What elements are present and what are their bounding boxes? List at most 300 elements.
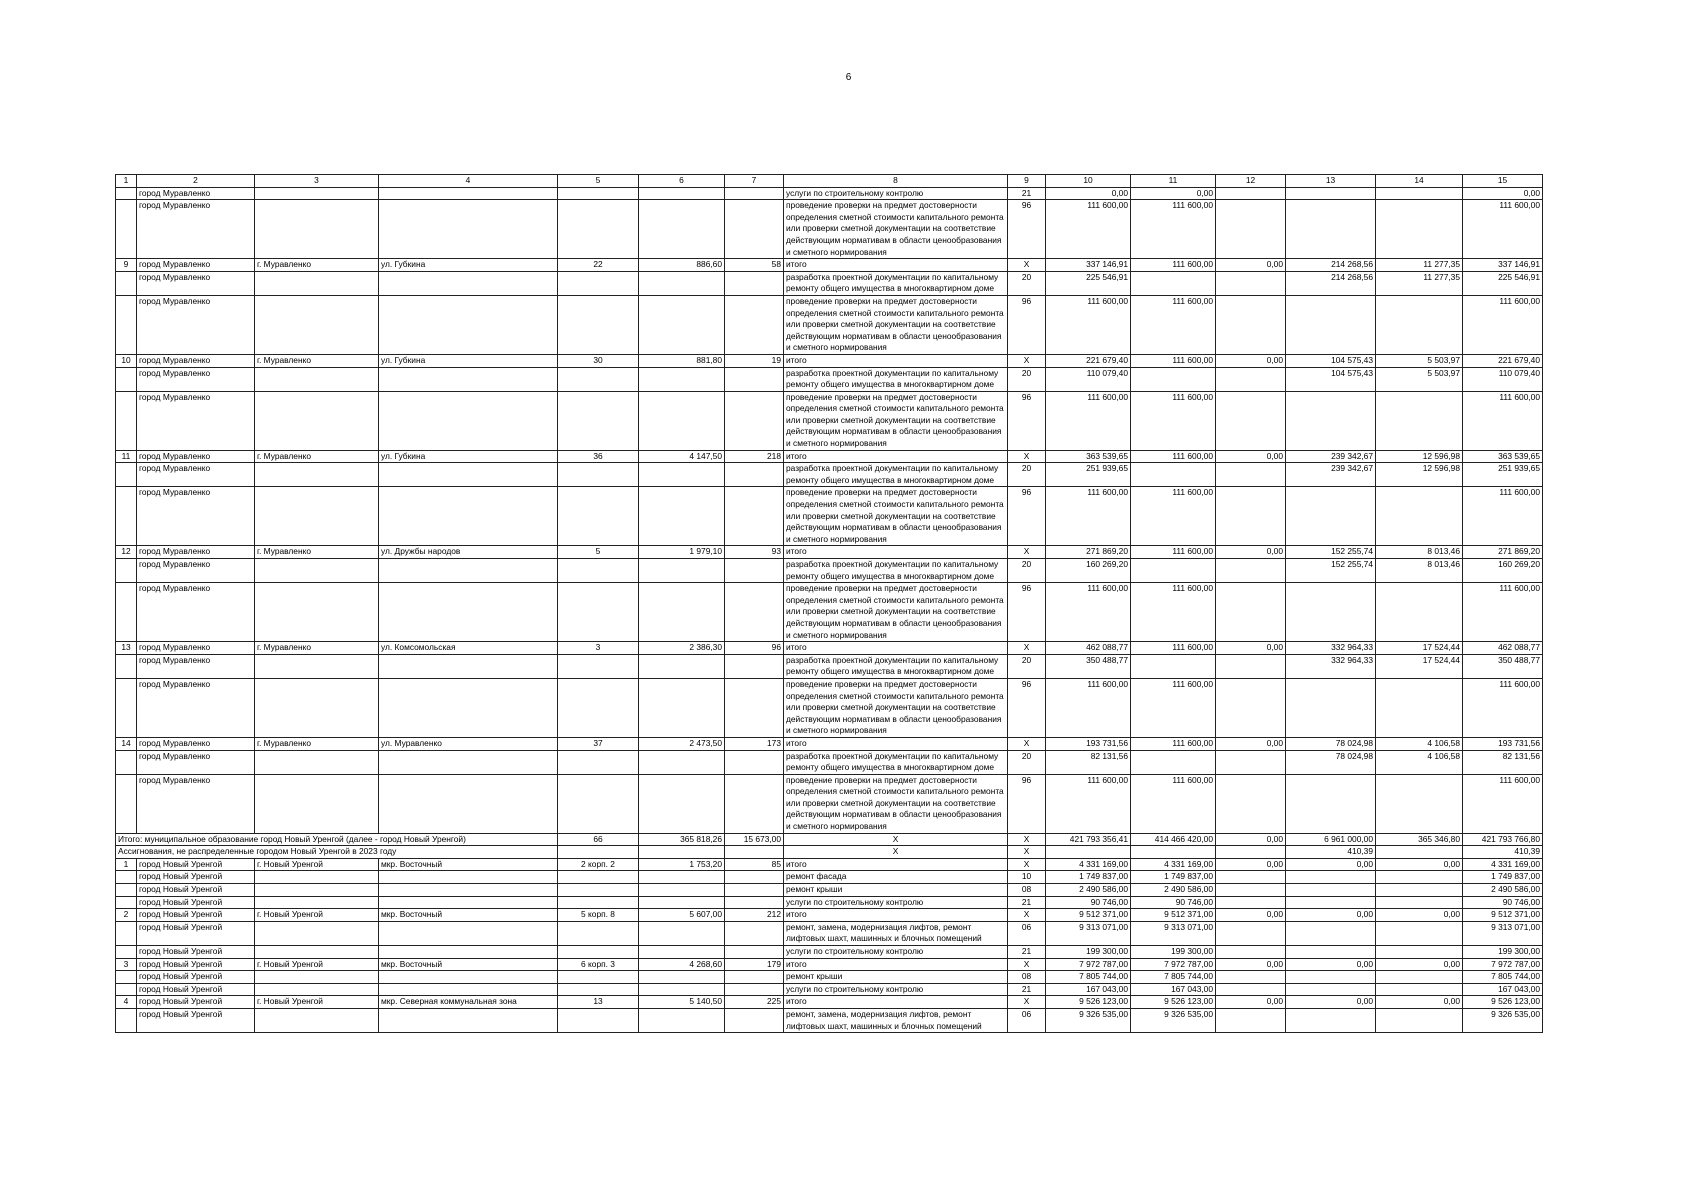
row-number-cell	[116, 871, 137, 884]
local-budget-cell	[1286, 971, 1376, 984]
residents-cell	[725, 774, 784, 833]
capital-repair-table	[115, 174, 1543, 1033]
regional-budget-cell: 0,00	[1216, 858, 1286, 871]
table-row	[116, 958, 1543, 971]
total-amount-cell: 0,00	[1463, 187, 1543, 200]
fund-amount-cell	[1131, 750, 1216, 774]
total-cost-cell: 337 146,91	[1046, 259, 1131, 272]
residents-cell	[725, 871, 784, 884]
owner-funds-cell: 8 013,46	[1376, 546, 1463, 559]
fund-amount-cell: 199 300,00	[1131, 946, 1216, 959]
municipality-cell: город Новый Уренгой	[137, 971, 255, 984]
settlement-cell	[255, 971, 379, 984]
row-number-cell: 11	[116, 450, 137, 463]
total-amount-cell: 350 488,77	[1463, 654, 1543, 678]
settlement-cell	[255, 871, 379, 884]
row-number-cell	[116, 200, 137, 259]
summary-label: Итого: муниципальное образование город Новый Уренгой (далее - город Новый Уренгой)	[116, 833, 558, 846]
work-code-cell: Х	[1008, 354, 1046, 367]
table-row	[116, 463, 1543, 487]
regional-budget-cell	[1216, 774, 1286, 833]
municipality-cell: город Муравленко	[137, 200, 255, 259]
header-cell: 6	[639, 175, 725, 188]
owner-funds-cell: 17 524,44	[1376, 642, 1463, 655]
fund-amount-cell	[1131, 463, 1216, 487]
residents-cell	[725, 187, 784, 200]
work-code-cell: 21	[1008, 946, 1046, 959]
row-number-cell: 13	[116, 642, 137, 655]
total-cost-cell: 111 600,00	[1046, 774, 1131, 833]
summary-row	[116, 833, 1543, 846]
work-code-cell: Х	[1008, 858, 1046, 871]
regional-budget-cell: 0,00	[1216, 546, 1286, 559]
municipality-cell: город Муравленко	[137, 774, 255, 833]
municipality-cell: город Новый Уренгой	[137, 996, 255, 1009]
header-cell: 14	[1376, 175, 1463, 188]
total-amount-cell: 193 731,56	[1463, 737, 1543, 750]
regional-budget-cell	[1216, 971, 1286, 984]
municipality-cell: город Новый Уренгой	[137, 958, 255, 971]
municipality-cell: город Муравленко	[137, 295, 255, 354]
row-number-cell	[116, 391, 137, 450]
row-number-cell	[116, 1008, 137, 1032]
work-code-cell: 20	[1008, 463, 1046, 487]
regional-budget-cell	[1216, 559, 1286, 583]
total-amount-cell: 7 805 744,00	[1463, 971, 1543, 984]
house-number-cell	[558, 271, 639, 295]
local-budget-cell: 239 342,67	[1286, 450, 1376, 463]
municipality-cell: город Муравленко	[137, 259, 255, 272]
work-code-cell: 96	[1008, 678, 1046, 737]
local-budget-cell	[1286, 921, 1376, 945]
work-code-cell: 96	[1008, 487, 1046, 546]
total-cost-cell: 462 088,77	[1046, 642, 1131, 655]
municipality-cell: город Новый Уренгой	[137, 871, 255, 884]
area-cell	[639, 487, 725, 546]
settlement-cell	[255, 921, 379, 945]
fund-amount-cell: 9 313 071,00	[1131, 921, 1216, 945]
owner-funds-cell	[1376, 200, 1463, 259]
residents-cell	[725, 367, 784, 391]
work-code-cell: 08	[1008, 971, 1046, 984]
municipality-cell: город Новый Уренгой	[137, 946, 255, 959]
regional-budget-cell	[1216, 946, 1286, 959]
street-cell	[379, 463, 558, 487]
owner-funds-cell: 4 106,58	[1376, 750, 1463, 774]
local-budget-cell: 214 268,56	[1286, 271, 1376, 295]
area-cell	[639, 271, 725, 295]
row-number-cell	[116, 946, 137, 959]
house-number-cell	[558, 921, 639, 945]
row-number-cell	[116, 654, 137, 678]
area-cell: 881,80	[639, 354, 725, 367]
row-number-cell: 9	[116, 259, 137, 272]
house-number-cell	[558, 946, 639, 959]
total-cost-cell: 7 972 787,00	[1046, 958, 1131, 971]
total-amount-cell: 251 939,65	[1463, 463, 1543, 487]
municipality-cell: город Муравленко	[137, 737, 255, 750]
municipality-cell: город Муравленко	[137, 559, 255, 583]
work-code-cell: Х	[1008, 909, 1046, 922]
municipality-cell: город Муравленко	[137, 750, 255, 774]
municipality-cell: город Новый Уренгой	[137, 896, 255, 909]
fund-amount-cell: 111 600,00	[1131, 354, 1216, 367]
work-type-cell: услуги по строительному контролю	[784, 896, 1008, 909]
total-amount-cell: 9 526 123,00	[1463, 996, 1543, 1009]
owner-funds-cell: 0,00	[1376, 909, 1463, 922]
local-budget-cell	[1286, 187, 1376, 200]
local-budget-cell	[1286, 871, 1376, 884]
house-number-cell	[558, 871, 639, 884]
header-cell: 9	[1008, 175, 1046, 188]
local-budget-cell: 214 268,56	[1286, 259, 1376, 272]
table-body	[116, 175, 1543, 1033]
fund-amount-cell: 4 331 169,00	[1131, 858, 1216, 871]
row-number-cell	[116, 463, 137, 487]
header-cell: 2	[137, 175, 255, 188]
work-type-cell: ремонт, замена, модернизация лифтов, ремонт лифтовых шахт, машинных и блочных помещений	[784, 921, 1008, 945]
owner-funds-cell	[1376, 391, 1463, 450]
total-cost-cell: 9 526 123,00	[1046, 996, 1131, 1009]
settlement-cell	[255, 678, 379, 737]
total-cost-cell: 221 679,40	[1046, 354, 1131, 367]
work-code-cell: Х	[1008, 450, 1046, 463]
total-amount-cell: 111 600,00	[1463, 487, 1543, 546]
work-code-cell: Х	[1008, 833, 1046, 846]
work-code-cell: 96	[1008, 583, 1046, 642]
municipality-cell: город Новый Уренгой	[137, 983, 255, 996]
area-cell	[639, 654, 725, 678]
regional-budget-cell: 0,00	[1216, 642, 1286, 655]
row-number-cell	[116, 750, 137, 774]
residents-cell	[725, 200, 784, 259]
total-cost-cell: 111 600,00	[1046, 487, 1131, 546]
work-type-cell: проведение проверки на предмет достоверности определения сметной стоимости капитального ремонта или проверки сметной документации на соответствие действующим нормативам в области ценообразования и сметного нормирования	[784, 678, 1008, 737]
work-type-cell: ремонт, замена, модернизация лифтов, ремонт лифтовых шахт, машинных и блочных помещений	[784, 1008, 1008, 1032]
header-cell: 3	[255, 175, 379, 188]
area-cell	[639, 295, 725, 354]
row-number-cell	[116, 295, 137, 354]
municipality-cell: город Новый Уренгой	[137, 909, 255, 922]
residents-cell	[725, 583, 784, 642]
total-cost-cell: 251 939,65	[1046, 463, 1131, 487]
row-number-cell	[116, 367, 137, 391]
house-number-cell	[558, 295, 639, 354]
residents-cell	[725, 295, 784, 354]
local-budget-cell: 78 024,98	[1286, 737, 1376, 750]
table-row	[116, 391, 1543, 450]
regional-budget-cell: 0,00	[1216, 909, 1286, 922]
fund-amount-cell: 9 526 123,00	[1131, 996, 1216, 1009]
fund-amount-cell: 111 600,00	[1131, 295, 1216, 354]
municipality-cell: город Муравленко	[137, 450, 255, 463]
area-cell: 365 818,26	[639, 833, 725, 846]
local-budget-cell: 332 964,33	[1286, 654, 1376, 678]
row-number-cell: 2	[116, 909, 137, 922]
regional-budget-cell	[1216, 487, 1286, 546]
fund-amount-cell: 111 600,00	[1131, 546, 1216, 559]
work-type-cell: проведение проверки на предмет достоверности определения сметной стоимости капитального ремонта или проверки сметной документации на соответствие действующим нормативам в области ценообразования и сметного нормирования	[784, 200, 1008, 259]
house-number-cell	[558, 1008, 639, 1032]
owner-funds-cell: 365 346,80	[1376, 833, 1463, 846]
fund-amount-cell: 111 600,00	[1131, 678, 1216, 737]
municipality-cell: город Муравленко	[137, 354, 255, 367]
row-number-cell: 3	[116, 958, 137, 971]
regional-budget-cell: 0,00	[1216, 958, 1286, 971]
residents-cell	[725, 391, 784, 450]
settlement-cell: г. Муравленко	[255, 642, 379, 655]
local-budget-cell	[1286, 583, 1376, 642]
table-row	[116, 983, 1543, 996]
residents-cell: 225	[725, 996, 784, 1009]
area-cell	[639, 846, 725, 859]
area-cell	[639, 583, 725, 642]
street-cell	[379, 559, 558, 583]
settlement-cell: г. Муравленко	[255, 450, 379, 463]
local-budget-cell	[1286, 1008, 1376, 1032]
area-cell: 4 268,60	[639, 958, 725, 971]
owner-funds-cell	[1376, 884, 1463, 897]
work-code-cell: 10	[1008, 871, 1046, 884]
local-budget-cell: 0,00	[1286, 909, 1376, 922]
work-type-cell: услуги по строительному контролю	[784, 946, 1008, 959]
total-amount-cell: 363 539,65	[1463, 450, 1543, 463]
street-cell	[379, 871, 558, 884]
house-number-cell: 30	[558, 354, 639, 367]
settlement-cell	[255, 896, 379, 909]
fund-amount-cell	[1131, 367, 1216, 391]
work-type-cell: разработка проектной документации по капитальному ремонту общего имущества в многоквартирном доме	[784, 463, 1008, 487]
area-cell	[639, 896, 725, 909]
total-amount-cell: 110 079,40	[1463, 367, 1543, 391]
header-cell: 13	[1286, 175, 1376, 188]
house-number-cell	[558, 774, 639, 833]
table-row	[116, 487, 1543, 546]
total-cost-cell: 193 731,56	[1046, 737, 1131, 750]
total-amount-cell: 421 793 766,80	[1463, 833, 1543, 846]
total-amount-cell: 111 600,00	[1463, 200, 1543, 259]
street-cell	[379, 295, 558, 354]
street-cell	[379, 187, 558, 200]
residents-cell	[725, 271, 784, 295]
municipality-cell: город Муравленко	[137, 642, 255, 655]
owner-funds-cell	[1376, 187, 1463, 200]
street-cell: ул. Губкина	[379, 259, 558, 272]
table-row	[116, 946, 1543, 959]
street-cell	[379, 750, 558, 774]
settlement-cell	[255, 654, 379, 678]
local-budget-cell	[1286, 295, 1376, 354]
street-cell: мкр. Восточный	[379, 958, 558, 971]
total-amount-cell: 90 746,00	[1463, 896, 1543, 909]
header-cell: 4	[379, 175, 558, 188]
local-budget-cell	[1286, 946, 1376, 959]
area-cell	[639, 187, 725, 200]
settlement-cell: г. Новый Уренгой	[255, 958, 379, 971]
row-number-cell	[116, 896, 137, 909]
street-cell: мкр. Восточный	[379, 858, 558, 871]
table-row	[116, 871, 1543, 884]
house-number-cell: 66	[558, 833, 639, 846]
total-amount-cell: 9 512 371,00	[1463, 909, 1543, 922]
municipality-cell: город Новый Уренгой	[137, 921, 255, 945]
municipality-cell: город Муравленко	[137, 583, 255, 642]
regional-budget-cell	[1216, 750, 1286, 774]
regional-budget-cell	[1216, 583, 1286, 642]
municipality-cell: город Муравленко	[137, 187, 255, 200]
settlement-cell	[255, 774, 379, 833]
residents-cell	[725, 971, 784, 984]
house-number-cell: 5 корп. 8	[558, 909, 639, 922]
total-amount-cell: 7 972 787,00	[1463, 958, 1543, 971]
table-row	[116, 678, 1543, 737]
regional-budget-cell	[1216, 367, 1286, 391]
total-amount-cell: 111 600,00	[1463, 583, 1543, 642]
owner-funds-cell: 17 524,44	[1376, 654, 1463, 678]
settlement-cell	[255, 559, 379, 583]
table-row	[116, 1008, 1543, 1032]
total-cost-cell: 199 300,00	[1046, 946, 1131, 959]
residents-cell	[725, 896, 784, 909]
owner-funds-cell: 0,00	[1376, 958, 1463, 971]
total-amount-cell: 199 300,00	[1463, 946, 1543, 959]
work-type-cell: проведение проверки на предмет достоверности определения сметной стоимости капитального ремонта или проверки сметной документации на соответствие действующим нормативам в области ценообразования и сметного нормирования	[784, 391, 1008, 450]
total-cost-cell: 350 488,77	[1046, 654, 1131, 678]
house-number-cell	[558, 983, 639, 996]
house-number-cell	[558, 200, 639, 259]
row-number-cell	[116, 487, 137, 546]
total-cost-cell: 111 600,00	[1046, 295, 1131, 354]
local-budget-cell: 152 255,74	[1286, 546, 1376, 559]
residents-cell: 173	[725, 737, 784, 750]
owner-funds-cell: 5 503,97	[1376, 354, 1463, 367]
fund-amount-cell: 414 466 420,00	[1131, 833, 1216, 846]
total-cost-cell: 167 043,00	[1046, 983, 1131, 996]
total-amount-cell: 111 600,00	[1463, 678, 1543, 737]
settlement-cell: г. Новый Уренгой	[255, 996, 379, 1009]
area-cell	[639, 983, 725, 996]
local-budget-cell	[1286, 200, 1376, 259]
residents-cell: 212	[725, 909, 784, 922]
row-number-cell	[116, 774, 137, 833]
table-row	[116, 654, 1543, 678]
regional-budget-cell	[1216, 1008, 1286, 1032]
owner-funds-cell	[1376, 971, 1463, 984]
street-cell	[379, 487, 558, 546]
total-amount-cell: 2 490 586,00	[1463, 884, 1543, 897]
total-amount-cell: 111 600,00	[1463, 774, 1543, 833]
fund-amount-cell: 167 043,00	[1131, 983, 1216, 996]
local-budget-cell: 410,39	[1286, 846, 1376, 859]
header-cell: 8	[784, 175, 1008, 188]
work-code-cell: Х	[1008, 259, 1046, 272]
regional-budget-cell	[1216, 187, 1286, 200]
table-row	[116, 450, 1543, 463]
fund-amount-cell: 111 600,00	[1131, 200, 1216, 259]
total-cost-cell: 111 600,00	[1046, 391, 1131, 450]
residents-cell: 85	[725, 858, 784, 871]
residents-cell	[725, 1008, 784, 1032]
street-cell	[379, 774, 558, 833]
fund-amount-cell: 9 326 535,00	[1131, 1008, 1216, 1032]
residents-cell: 218	[725, 450, 784, 463]
house-number-cell: 36	[558, 450, 639, 463]
owner-funds-cell	[1376, 946, 1463, 959]
regional-budget-cell: 0,00	[1216, 737, 1286, 750]
row-number-cell	[116, 971, 137, 984]
residents-cell	[725, 846, 784, 859]
local-budget-cell: 239 342,67	[1286, 463, 1376, 487]
residents-cell	[725, 921, 784, 945]
row-number-cell	[116, 187, 137, 200]
area-cell	[639, 921, 725, 945]
total-cost-cell: 82 131,56	[1046, 750, 1131, 774]
street-cell	[379, 971, 558, 984]
house-number-cell	[558, 750, 639, 774]
street-cell	[379, 921, 558, 945]
work-type-cell: Х	[784, 846, 1008, 859]
regional-budget-cell	[1216, 871, 1286, 884]
residents-cell	[725, 983, 784, 996]
table-row	[116, 996, 1543, 1009]
work-type-cell: разработка проектной документации по капитальному ремонту общего имущества в многоквартирном доме	[784, 750, 1008, 774]
work-type-cell: проведение проверки на предмет достоверности определения сметной стоимости капитального ремонта или проверки сметной документации на соответствие действующим нормативам в области ценообразования и сметного нормирования	[784, 487, 1008, 546]
fund-amount-cell: 90 746,00	[1131, 896, 1216, 909]
fund-amount-cell: 9 512 371,00	[1131, 909, 1216, 922]
regional-budget-cell: 0,00	[1216, 996, 1286, 1009]
table-row	[116, 200, 1543, 259]
municipality-cell: город Муравленко	[137, 367, 255, 391]
regional-budget-cell	[1216, 896, 1286, 909]
work-type-cell: разработка проектной документации по капитальному ремонту общего имущества в многоквартирном доме	[784, 559, 1008, 583]
page-number: 6	[845, 72, 852, 83]
total-amount-cell: 410,39	[1463, 846, 1543, 859]
house-number-cell	[558, 846, 639, 859]
work-type-cell: итого	[784, 642, 1008, 655]
street-cell	[379, 884, 558, 897]
regional-budget-cell: 0,00	[1216, 259, 1286, 272]
work-type-cell: ремонт крыши	[784, 884, 1008, 897]
total-cost-cell: 9 313 071,00	[1046, 921, 1131, 945]
fund-amount-cell: 111 600,00	[1131, 583, 1216, 642]
total-amount-cell: 111 600,00	[1463, 295, 1543, 354]
local-budget-cell: 0,00	[1286, 858, 1376, 871]
table-row	[116, 971, 1543, 984]
regional-budget-cell	[1216, 678, 1286, 737]
municipality-cell: город Муравленко	[137, 271, 255, 295]
owner-funds-cell	[1376, 774, 1463, 833]
local-budget-cell	[1286, 983, 1376, 996]
fund-amount-cell: 111 600,00	[1131, 642, 1216, 655]
house-number-cell	[558, 391, 639, 450]
municipality-cell: город Муравленко	[137, 654, 255, 678]
work-code-cell: 21	[1008, 983, 1046, 996]
header-cell: 7	[725, 175, 784, 188]
residents-cell: 93	[725, 546, 784, 559]
settlement-cell	[255, 391, 379, 450]
residents-cell: 179	[725, 958, 784, 971]
work-type-cell: проведение проверки на предмет достоверности определения сметной стоимости капитального ремонта или проверки сметной документации на соответствие действующим нормативам в области ценообразования и сметного нормирования	[784, 583, 1008, 642]
table-row	[116, 546, 1543, 559]
settlement-cell: г. Муравленко	[255, 737, 379, 750]
owner-funds-cell: 0,00	[1376, 858, 1463, 871]
municipality-cell: город Муравленко	[137, 391, 255, 450]
total-amount-cell: 225 546,91	[1463, 271, 1543, 295]
work-type-cell: проведение проверки на предмет достоверности определения сметной стоимости капитального ремонта или проверки сметной документации на соответствие действующим нормативам в области ценообразования и сметного нормирования	[784, 295, 1008, 354]
total-cost-cell: 110 079,40	[1046, 367, 1131, 391]
residents-cell	[725, 678, 784, 737]
area-cell	[639, 946, 725, 959]
